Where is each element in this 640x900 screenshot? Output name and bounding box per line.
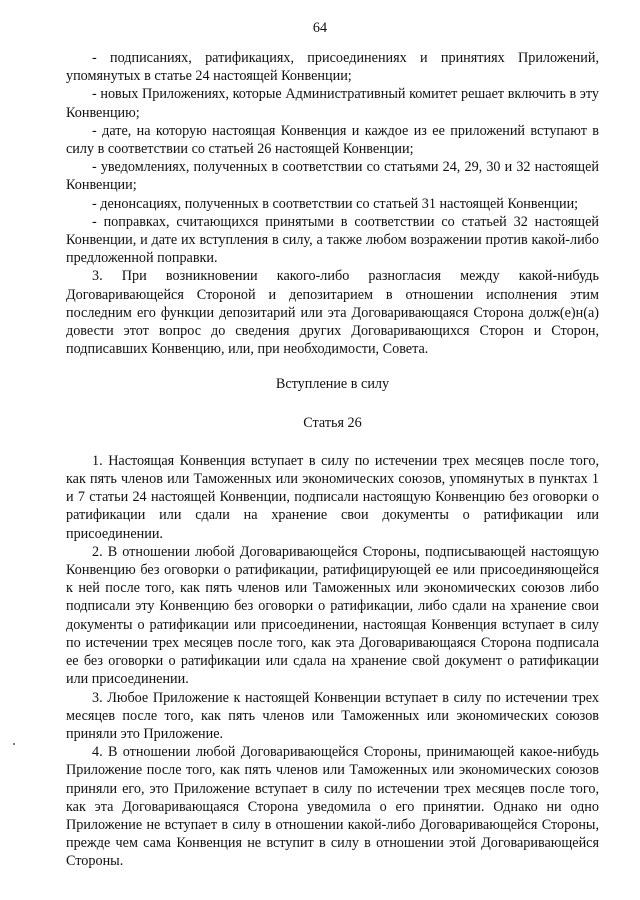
article-paragraph: 2. В отношении любой Договаривающейся Стороны, подписывающей настоящую Конвенцию без оговорки о ратификации, ратифицирующей ее или присоединяющейся к ней после того, как пять членов или Таможенных или экономических союзов либо подписали эту Конвенцию без оговорки о ратификации, либо сдали на хранение свои документы о ратификации или присоединении, настоящая Конвенция вступает в силу по истечении трех месяцев после того, как эта Договаривающаяся Сторона подписала ее без оговорки о ратификации или сдала на хранение свой документ о ратификации или присоединении. bbox=[66, 543, 599, 688]
section-title: Вступление в силу bbox=[275, 376, 390, 393]
scan-mark bbox=[13, 743, 15, 745]
list-item: - подписаниях, ратификациях, присоединениях и принятиях Приложений, упомянутых в статье 24 настоящей Конвенции; bbox=[66, 50, 599, 85]
article-paragraph: 1. Настоящая Конвенция вступает в силу по истечении трех месяцев после того, как пять членов или Таможенных или экономических союзов, упомянутых в пунктах 1 и 7 статьи 24 настоящей Конвенции, подписали настоящую Конвенцию без оговорки о ратификации или сдали на хранение свои документы о ратификации или присоединении. bbox=[66, 452, 599, 542]
list-item: - дате, на которую настоящая Конвенция и каждое из ее приложений вступают в силу в соответствии со статьей 26 настоящей Конвенции; bbox=[66, 122, 599, 158]
article-paragraph: 4. В отношении любой Договаривающейся Стороны, принимающей какое-нибудь Приложение после того, как пять членов или Таможенных или экономических союзов приняли его, это Приложение вступает в силу по истечении трех месяцев после того, как эта Договаривающаяся Сторона уведомила о его принятии. Однако ни одно Приложение не вступает в силу в отношении какой-либо Договаривающейся Стороны, прежде чем сама Конвенция не вступит в силу в отношении этой Договаривающейся Стороны. bbox=[66, 744, 599, 870]
list-item: - уведомлениях, полученных в соответствии со статьями 24, 29, 30 и 32 настоящей Конвенции; bbox=[66, 159, 599, 194]
list-item: - поправках, считающихся принятыми в соответствии со статьей 32 настоящей Конвенции, и дате их вступления в силу, а также любом возражении против какой-либо предложенной поправки. bbox=[66, 213, 599, 267]
article-title: Статья 26 bbox=[303, 414, 362, 431]
page-number: 64 bbox=[312, 20, 328, 36]
document-body bbox=[66, 49, 599, 871]
list-item: - денонсациях, полученных в соответствии со статьей 31 настоящей Конвенции; bbox=[92, 195, 579, 212]
article-paragraph: 3. Любое Приложение к настоящей Конвенции вступает в силу по истечении трех месяцев после того, как пять членов или Таможенных или экономических союзов приняли это Приложение. bbox=[66, 689, 599, 742]
paragraph-3: 3. При возникновении какого-либо разногласия между какой-нибудь Договаривающейся Стороной и депозитарием в отношении исполнения этим последним его функции депозитарий или эта Договаривающаяся Сторона долж(е)н(а) довести этот вопрос до сведения других Договаривающихся Сторон и Сторон, подписавших Конвенцию, или, при необходимости, Совета. bbox=[66, 268, 599, 358]
list-item: - новых Приложениях, которые Административный комитет решает включить в эту Конвенцию; bbox=[66, 86, 599, 121]
